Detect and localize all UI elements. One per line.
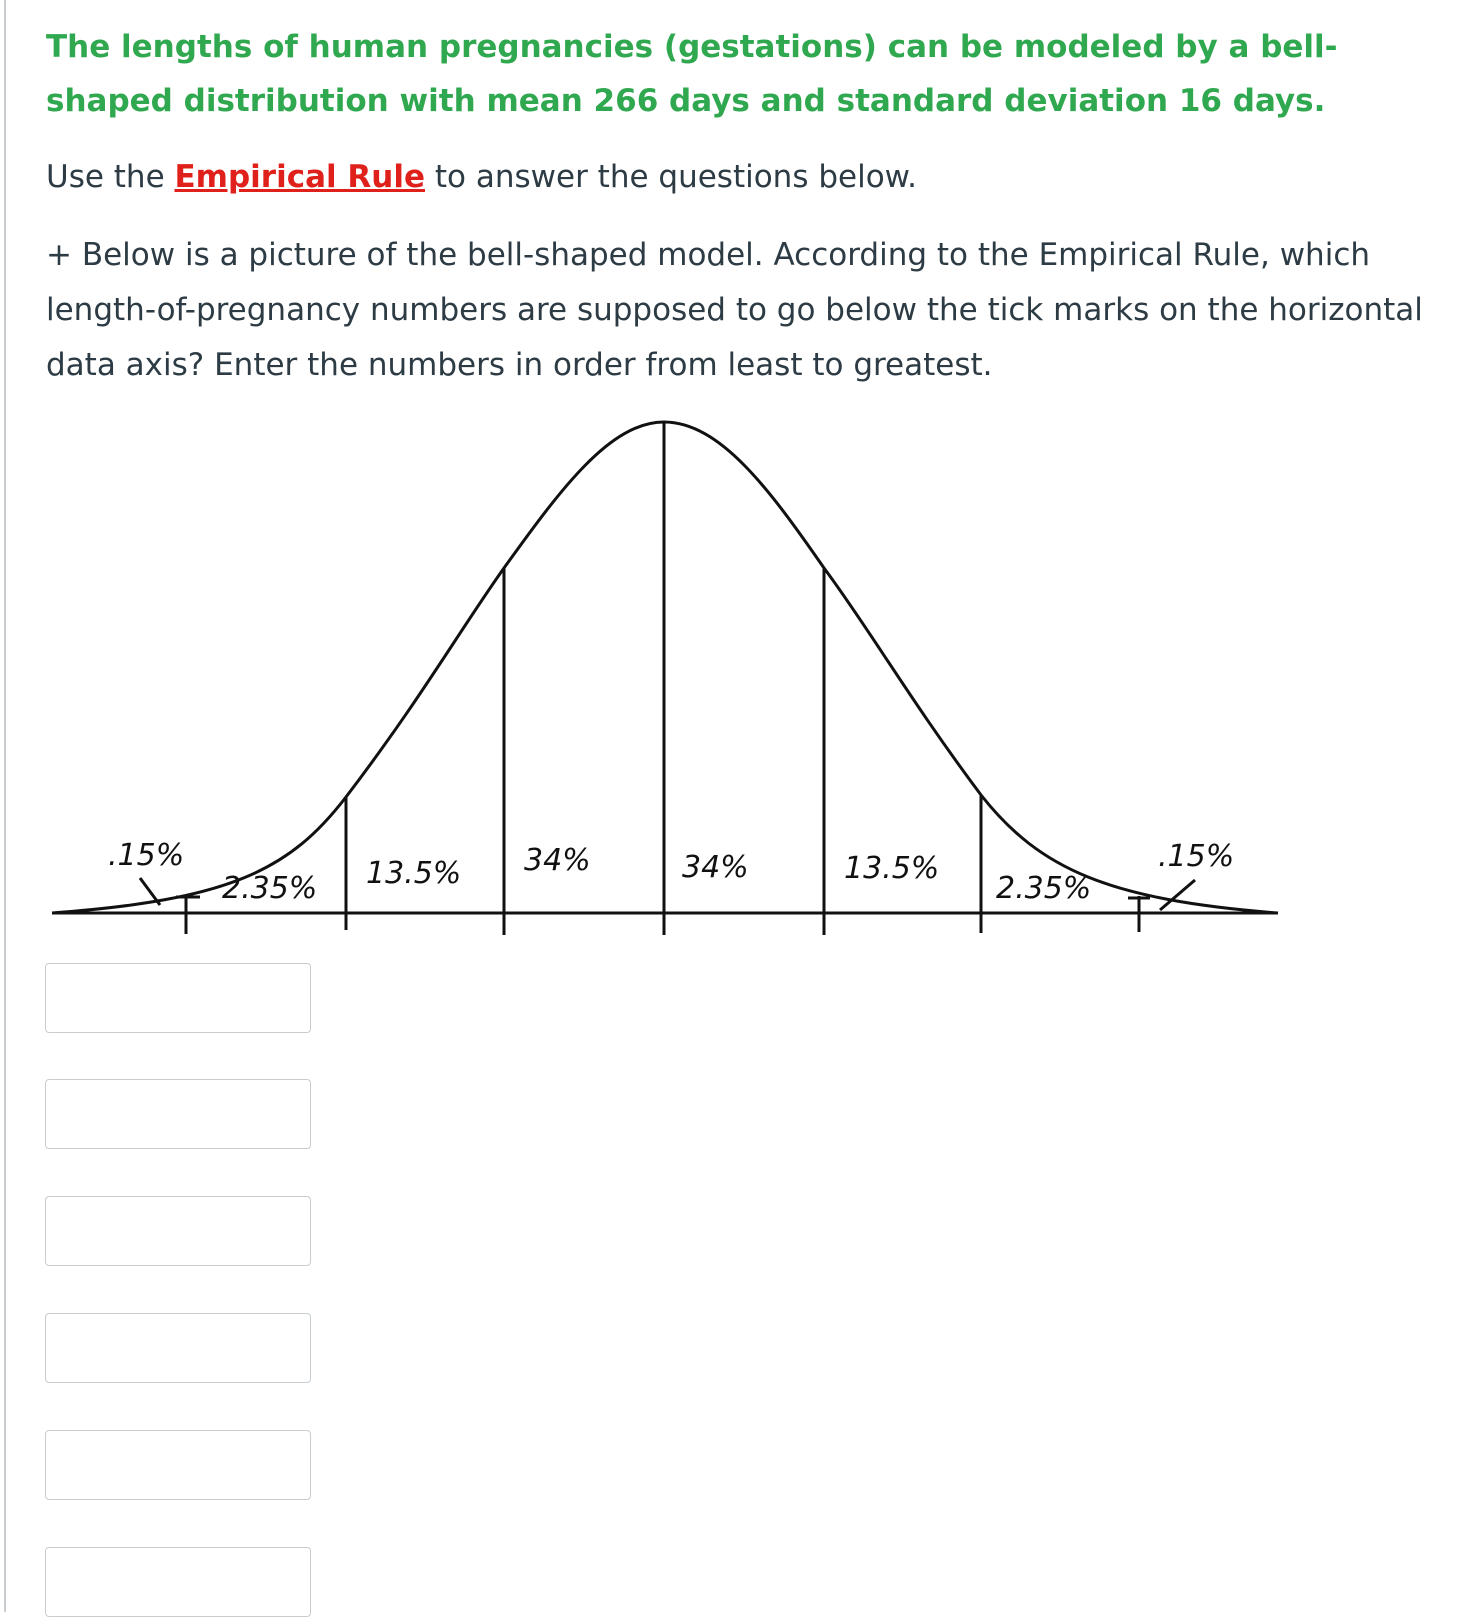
label-34-left: 34% <box>524 843 591 878</box>
problem-intro: The lengths of human pregnancies (gestations) can be modeled by a bell-shaped distribution with mean 266 days and standard deviation 16 days. <box>46 29 1338 119</box>
answer-input-6[interactable] <box>45 1547 311 1617</box>
label-2-35-right: 2.35% <box>996 871 1092 906</box>
label-13-5-right: 13.5% <box>844 851 940 886</box>
answer-input-2[interactable] <box>45 1079 311 1149</box>
answer-input-1[interactable] <box>45 963 311 1033</box>
label-34-right: 34% <box>682 850 749 885</box>
answer-input-4[interactable] <box>45 1313 311 1383</box>
answer-input-5[interactable] <box>45 1430 311 1500</box>
question-content <box>46 20 1436 393</box>
bell-curve-figure <box>0 400 1460 960</box>
answer-input-3[interactable] <box>45 1196 311 1266</box>
problem-instruction <box>46 150 1436 204</box>
label-tail-right: .15% <box>1158 839 1235 874</box>
problem-question: + Below is a picture of the bell-shaped model. According to the Empirical Rule, which length-of-pregnancy numbers are supposed to go below the tick marks on the horizontal data axis? Enter the numbers in order from least to greatest. <box>46 237 1423 383</box>
label-13-5-left: 13.5% <box>366 856 462 891</box>
instruction-suffix: to answer the questions below. <box>425 159 918 195</box>
label-tail-left: .15% <box>108 838 185 873</box>
bell-curve-svg <box>0 400 1460 960</box>
instruction-prefix: Use the <box>46 159 175 195</box>
label-2-35-left: 2.35% <box>222 871 318 906</box>
empirical-rule-link[interactable]: Empirical Rule <box>174 159 426 195</box>
tail-arrow-right <box>1160 880 1195 910</box>
